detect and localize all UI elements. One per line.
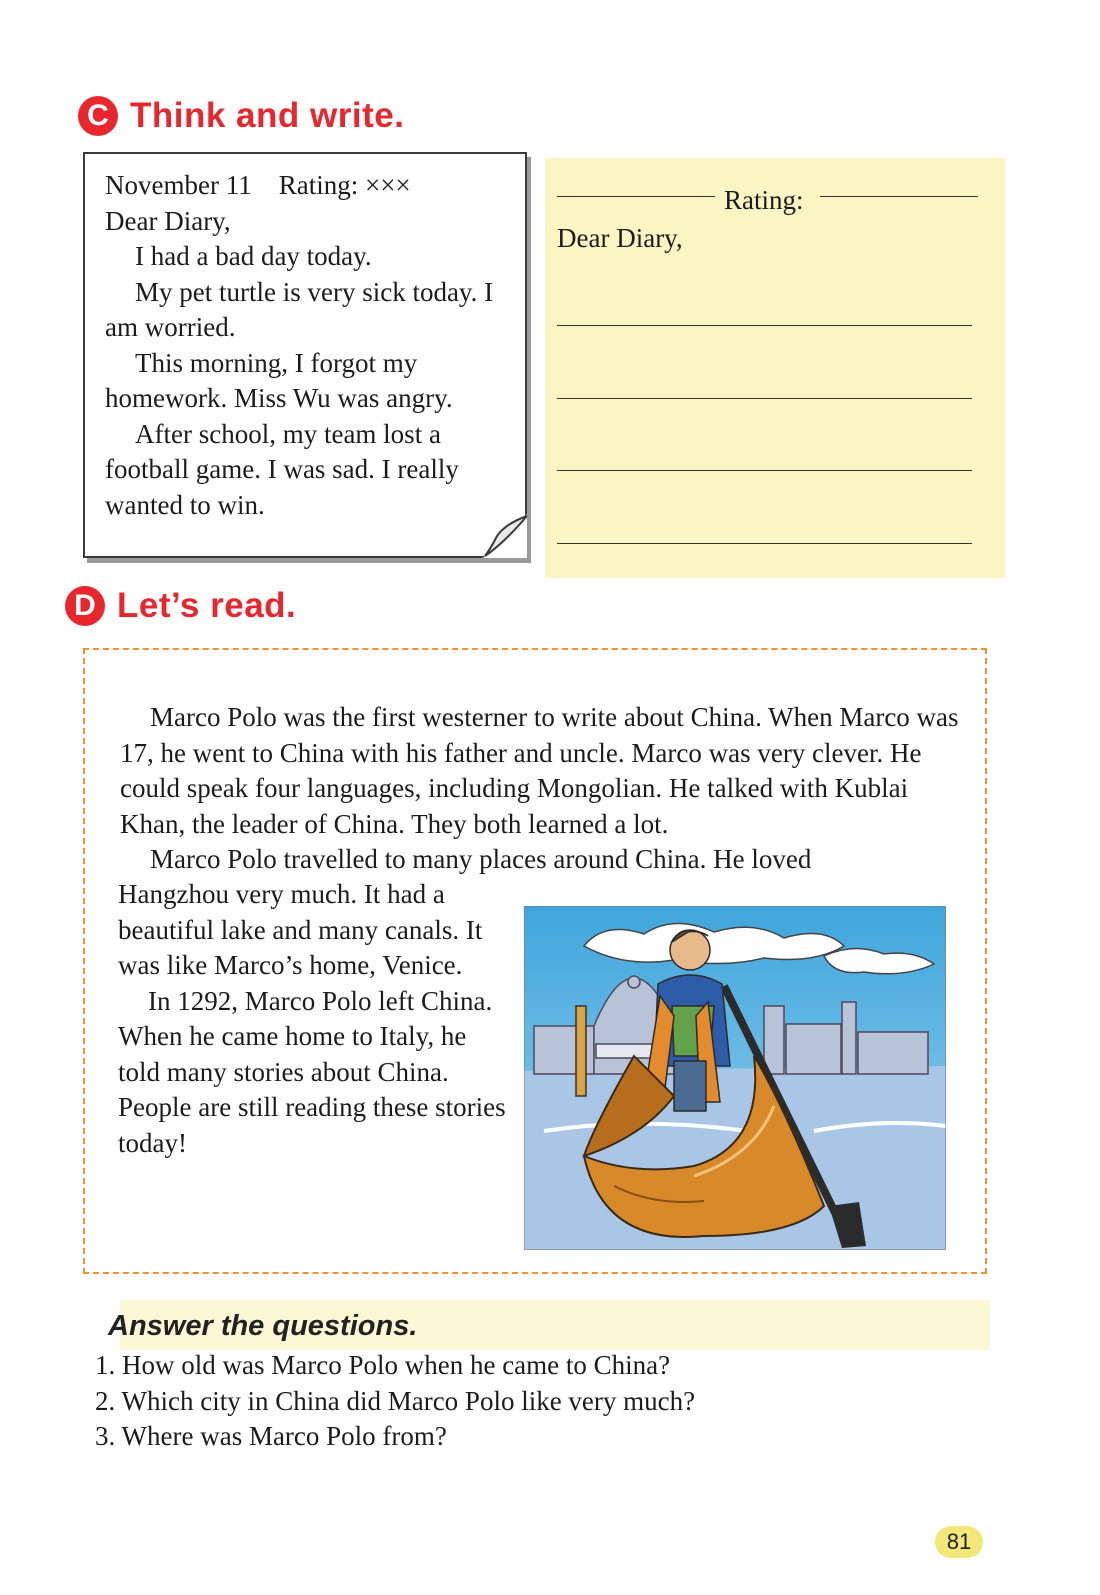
section-c-title: Think and write. [130,96,405,135]
section-d-title: Let’s read. [117,586,297,625]
diary-rating-blank[interactable] [820,196,978,197]
page-number: 81 [935,1526,983,1558]
diary-sample-line: This morning, I forgot my homework. Miss Wu was angry. [105,347,453,413]
passage-para-2-rest [118,877,510,1161]
diary-sample-note [83,152,527,558]
passage-para-1 [120,700,968,878]
yellow-band-right [545,158,1005,578]
questions-heading: Answer the questions. [108,1310,418,1342]
diary-sample-line: After school, my team lost a football game. I was sad. I really wanted to win. [105,418,459,520]
passage-paragraph: Marco Polo was the first westerner to write about China. When Marco was 17, he went to China with his father and uncle. Marco was very clever. He could speak four languages, including Mongolian. He talked with Kublai Khan, the leader of China. They both learned a lot. [120,702,959,839]
diary-sample-header-row [105,168,515,204]
question-item: 3. Where was Marco Polo from? [95,1421,447,1451]
section-d-badge: D [65,586,105,626]
section-c-header [78,96,404,136]
passage-paragraph: Marco Polo travelled to many places around China. He loved [150,844,812,874]
diary-date-blank[interactable] [557,196,715,197]
diary-sample-line: My pet turtle is very sick today. I am worried. [105,276,494,342]
diary-write-line[interactable] [557,543,972,544]
diary-template-rating-label: Rating: [724,185,804,215]
diary-sample-rating: Rating: ××× [278,170,411,200]
diary-write-line[interactable] [557,398,972,399]
question-item: 2. Which city in China did Marco Polo like very much? [95,1385,696,1416]
page-curl-icon [483,514,527,558]
section-d-header [65,586,296,626]
questions-list [95,1348,695,1455]
diary-sample-date: November 11 [105,170,252,200]
diary-write-line[interactable] [557,470,972,471]
passage-paragraph: Hangzhou very much. It had a beautiful lake and many canals. It was like Marco’s home, Venice. [118,879,483,980]
question-item: 1. How old was Marco Polo when he came to China? [95,1350,671,1380]
section-c-badge: C [78,96,118,136]
diary-sample-greeting: Dear Diary, [105,205,231,236]
passage-paragraph: In 1292, Marco Polo left China. When he came home to Italy, he told many stories about China. People are still reading these stories today! [118,985,506,1158]
diary-write-line[interactable] [557,325,972,326]
diary-sample-line: I had a bad day today. [135,241,372,271]
diary-template-greeting: Dear Diary, [557,223,683,253]
gondola-illustration [524,906,946,1250]
